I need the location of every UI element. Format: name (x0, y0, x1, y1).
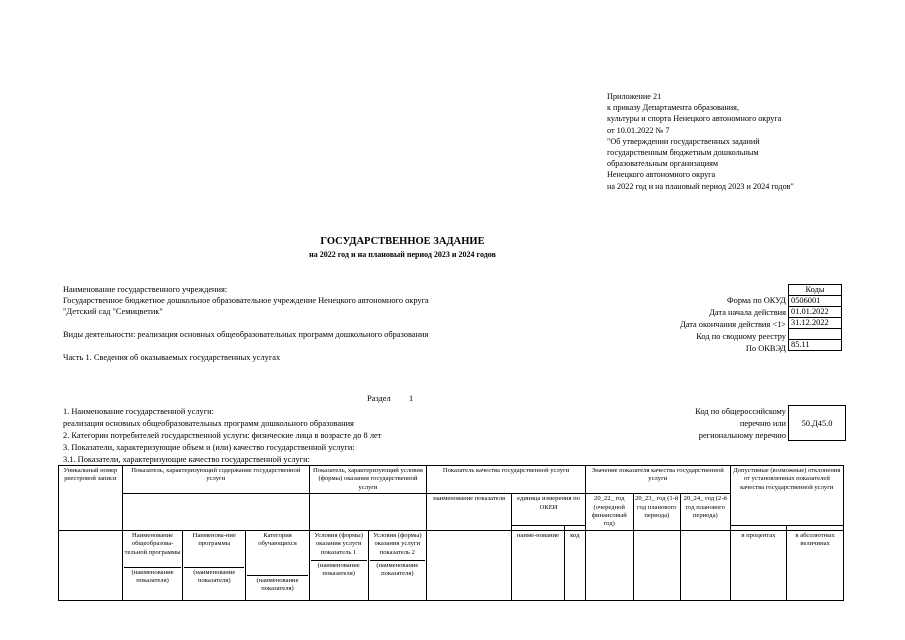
header-indicator-name: наименование показателя (427, 494, 512, 531)
header-year-3: 20_24_ год (2-й год планового периода) (681, 494, 731, 531)
codes-table (788, 284, 842, 351)
col-condition-1-label: Условия (формы) оказания услуги показатель 1 (314, 531, 363, 556)
year-3-cell (681, 530, 731, 600)
col-sub-label: (наименование показателя) (370, 560, 426, 579)
col-condition-2-label: Условия (формы) оказания услуги показатель 2 (373, 531, 422, 556)
col-program-name-label: Наименова-ние программы (192, 531, 236, 548)
col-condition-1 (309, 530, 368, 600)
section-label: Раздел (367, 394, 391, 403)
registry-code-box (788, 405, 846, 441)
codes-label-registry: Код по сводному реестру (696, 332, 786, 341)
quality-table (58, 465, 844, 601)
header-year-1: 20_22_ год (очередной финансовый год) (585, 494, 633, 531)
indicator-name-cell (427, 530, 512, 600)
header-deviation: Допустимые (возможные) отклонения от установленных показателей качества государственной услуги (730, 466, 843, 526)
header-content: Показатель, характеризующий содержание государственной услуги (122, 466, 309, 494)
col-program-type (122, 530, 183, 600)
codes-label-end: Дата окончания действия <1> (680, 320, 786, 329)
institution-label: Наименование государственного учреждения: (63, 285, 228, 294)
appendix-line: к приказу Департамента образования, (607, 103, 739, 113)
indicators-heading: 3. Показатели, характеризующие объем и (или) качество государственной услуги: (63, 443, 355, 452)
col-sub-label: (наименование показателя) (124, 567, 182, 586)
col-sub-label: (наименование показателя) (311, 560, 367, 579)
appendix-block (607, 91, 897, 192)
col-category-label: Категория обучающихся (258, 531, 297, 548)
codes-label-start: Дата начала действия (709, 308, 786, 317)
codes-okud: 0506001 (789, 296, 842, 307)
service-name: реализация основных общеобразовательных программ дошкольного образования (63, 419, 354, 428)
document-subtitle: на 2022 год и на плановый период 2023 и 2024 годов (309, 250, 496, 259)
registry-label-3: региональному перечню (698, 431, 786, 440)
appendix-line: на 2022 год и на плановый период 2023 и 2024 годов" (607, 181, 794, 191)
codes-start: 01.01.2022 (789, 307, 842, 318)
col-unit-code: код (564, 530, 585, 600)
codes-okved: 85.11 (789, 340, 842, 351)
header-quality: Показатель качества государственной услуги (427, 466, 586, 494)
col-dev-percent: в процентах (730, 530, 787, 600)
institution-short: "Детский сад "Семицветик" (63, 307, 163, 316)
col-sub-label: (наименование показателя) (247, 575, 308, 594)
document-title: ГОСУДАРСТВЕННОЕ ЗАДАНИЕ (320, 236, 485, 247)
appendix-line: Приложение 21 (607, 92, 662, 101)
header-registry-number: Уникальный номер реестровой записи (59, 466, 123, 531)
institution-name: Государственное бюджетное дошкольное образовательное учреждение Ненецкого автономного округа (63, 296, 429, 305)
registry-label-2: перечню или (739, 419, 786, 428)
codes-header: Коды (789, 285, 842, 296)
col-sub-label: (наименование показателя) (184, 567, 244, 586)
codes-label-okud: Форма по ОКУД (727, 296, 786, 305)
appendix-line: Ненецкого автономного округа (607, 170, 716, 180)
year-2-cell (633, 530, 681, 600)
appendix-line: государственным бюджетным дошкольным (607, 148, 759, 158)
appendix-line: "Об утверждении государственных заданий (607, 136, 760, 146)
col-condition-2 (368, 530, 427, 600)
conditions-subheader (309, 494, 426, 531)
col-program-type-label: Наименование общеобразова-тельной программы (124, 531, 181, 556)
part-heading: Часть 1. Сведения об оказываемых государственных услугах (63, 353, 281, 362)
consumer-category: 2. Категории потребителей государственной услуги: физические лица в возрасте до 8 лет (63, 431, 382, 440)
codes-label-okved: По ОКВЭД (745, 344, 786, 353)
appendix-line: от 10.01.2022 № 7 (607, 125, 670, 135)
appendix-line: образовательным организациям (607, 159, 719, 169)
year-1-cell (585, 530, 633, 600)
header-year-2: 20_23_ год (1-й год планового периода) (633, 494, 681, 531)
col-program-name (183, 530, 246, 600)
codes-registry (789, 329, 842, 340)
registry-cell (59, 530, 123, 600)
section-number: 1 (409, 394, 414, 403)
header-conditions: Показатель, характеризующий условия (формы) оказания государственной услуги (309, 466, 426, 494)
registry-code: 50.Д45.0 (801, 418, 833, 428)
header-unit: единица измерения по ОКЕИ (512, 494, 586, 525)
col-category (246, 530, 310, 600)
codes-end: 31.12.2022 (789, 318, 842, 329)
registry-label-1: Код по общероссийскому (695, 407, 786, 416)
service-heading: 1. Наименование государственной услуги: (63, 407, 214, 416)
quality-heading: 3.1. Показатели, характеризующие качество государственной услуги: (63, 455, 310, 464)
col-unit-name: наиме-нование (512, 530, 565, 600)
col-dev-absolute: в абсолютных величинах (787, 530, 844, 600)
appendix-line: культуры и спорта Ненецкого автономного округа (607, 114, 782, 124)
activities: Виды деятельности: реализация основных общеобразовательных программ дошкольного образования (63, 330, 429, 339)
content-subheader (122, 494, 309, 531)
header-value: Значение показателя качества государственной услуги (585, 466, 730, 494)
